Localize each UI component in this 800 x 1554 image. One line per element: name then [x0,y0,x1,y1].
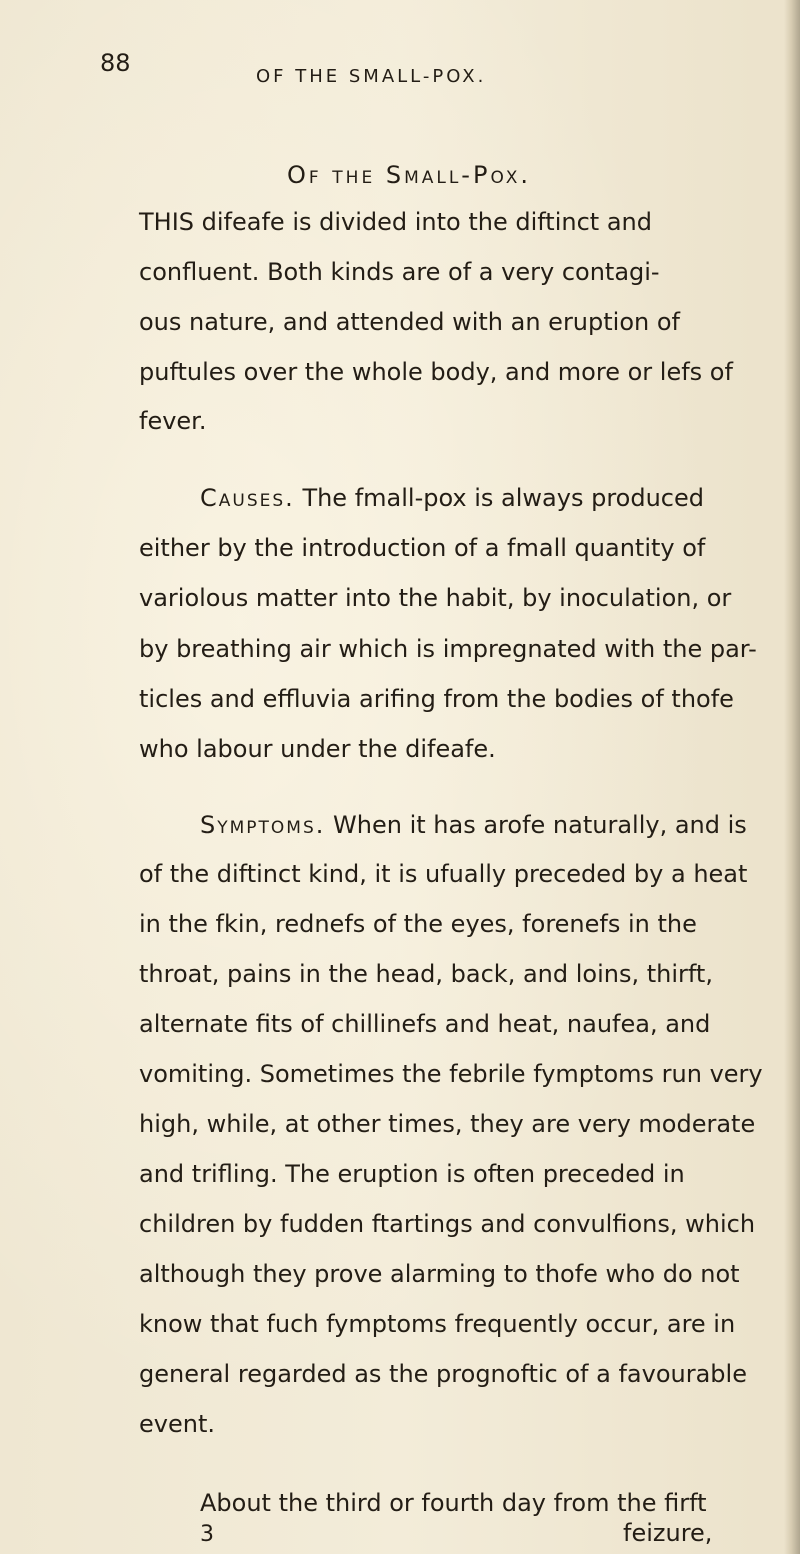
paragraph-first-line [200,810,747,840]
text-line: ous nature, and attended with an eruption of [139,308,680,336]
text-line: who labour under the difeafe. [139,735,496,763]
text-line: and trifling. The eruption is often preceded in [139,1160,685,1188]
text-line: About the third or fourth day from the firft [200,1489,707,1517]
symptoms-heading: Symptoms. [200,811,326,839]
text-line: in the fkin, rednefs of the eyes, forenefs in the [139,910,697,938]
text-line: high, while, at other times, they are very moderate [139,1110,756,1138]
page-edge-shadow [784,0,800,1554]
text-line: ticles and effluvia arifing from the bodies of thofe [139,685,734,713]
text-line: general regarded as the prognoftic of a favourable [139,1360,747,1388]
running-head: OF THE SMALL-POX. [256,66,487,87]
text-line: puftules over the whole body, and more or lefs of [139,358,733,386]
text-line: confluent. Both kinds are of a very contagi- [139,258,660,286]
text-fragment: When it has arofe naturally, and is [333,811,747,839]
paragraph-first-line [200,483,704,513]
text-line: of the diftinct kind, it is ufually preceded by a heat [139,860,748,888]
causes-heading: Causes. [200,484,295,512]
section-title: Of the Small-Pox. [287,161,532,189]
text-line: event. [139,1410,215,1438]
text-line: alternate fits of chillinefs and heat, naufea, and [139,1010,711,1038]
catchword: feizure, [623,1519,713,1547]
text-line: throat, pains in the head, back, and loins, thirft, [139,960,713,988]
text-line: although they prove alarming to thofe who do not [139,1260,740,1288]
text-line: vomiting. Sometimes the febrile fymptoms run very [139,1060,763,1088]
page-number: 88 [100,49,131,77]
text-line: fever. [139,407,207,435]
text-line: either by the introduction of a fmall quantity of [139,534,706,562]
text-line: variolous matter into the habit, by inoculation, or [139,584,732,612]
signature-mark: 3 [200,1522,214,1547]
text-line: children by fudden ftartings and convulfions, which [139,1210,756,1238]
text-line: know that fuch fymptoms frequently occur, are in [139,1310,736,1338]
text-line: THIS difeafe is divided into the diftinct and [139,208,652,236]
text-fragment: The fmall-pox is always produced [302,484,704,512]
text-line: by breathing air which is impregnated with the par- [139,635,757,663]
